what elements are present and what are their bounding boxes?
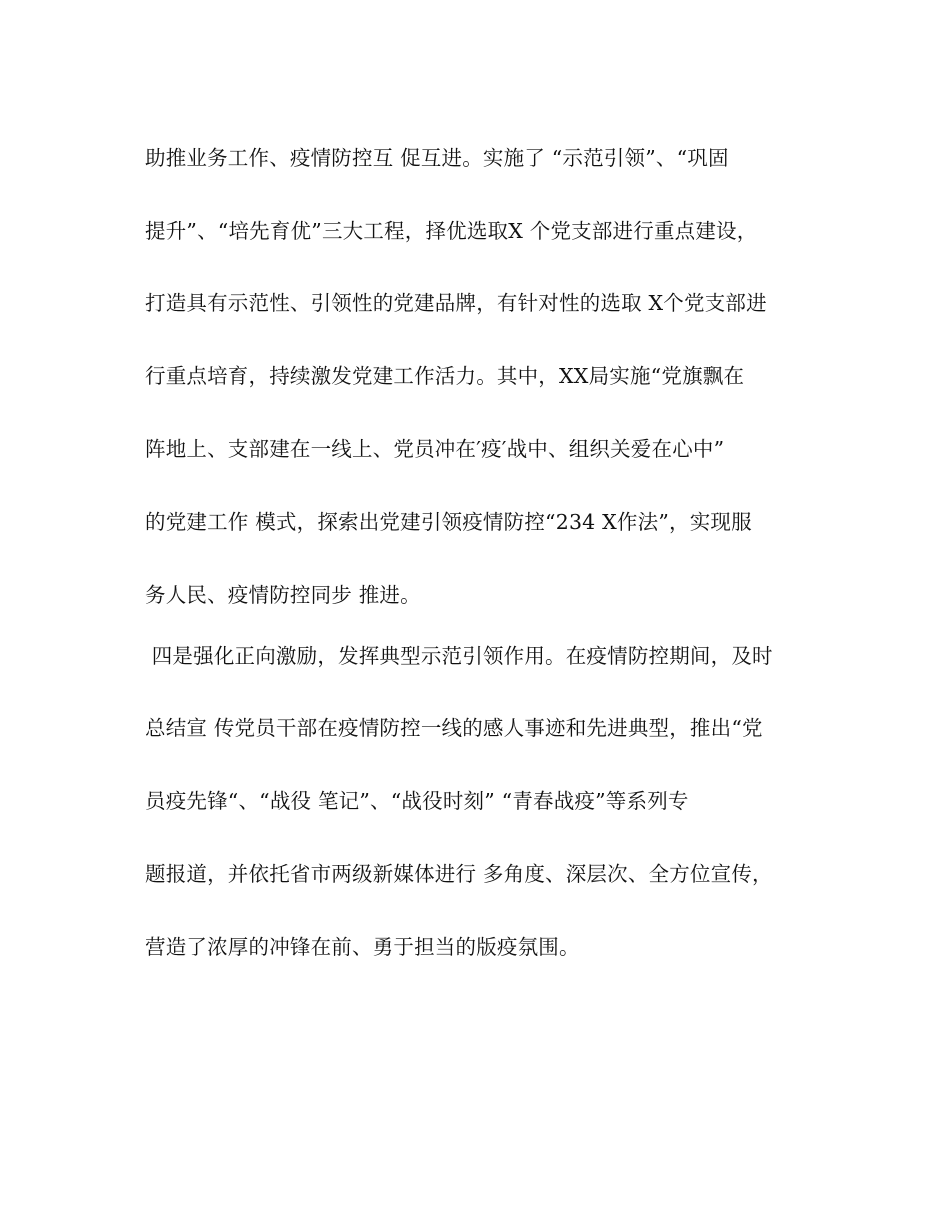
text-line: 行重点培育，持续激发党建工作活力。其中，XX局实施“党旗飘在 — [145, 364, 745, 388]
text-line: 阵地上、支部建在一线上、党员冲在′疫′战中、组织关爱在心中” — [145, 437, 725, 461]
text-line: 助推业务工作、疫情防控互 促互进。实施了 “示范引领”、“巩固 — [145, 146, 729, 170]
text-line: 员疫先锋“、“战役 笔记”、“战役时刻” “青春战疫”等系列专 — [145, 789, 689, 813]
text-line: 的党建工作 模式，探索出党建引领疫情防控“234 X作法”，实现服 — [145, 510, 752, 534]
text-line: 营造了浓厚的冲锋在前、勇于担当的版疫氛围。 — [145, 935, 580, 959]
text-line: 四是强化正向激励，发挥典型示范引领作用。在疫情防控期间，及时 — [145, 644, 773, 668]
text-line: 务人民、疫情防控同步 推进。 — [145, 583, 421, 607]
text-line: 题报道，并依托省市两级新媒体进行 多角度、深层次、全方位宣传， — [145, 862, 773, 886]
text-line: 打造具有示范性、引领性的党建品牌，有针对性的选取 X个党支部进 — [145, 291, 767, 315]
text-line: 总结宣 传党员干部在疫情防控一线的感人事迹和先进典型，推出“党 — [145, 716, 763, 740]
text-line: 提升”、“培先育优”三大工程，择优选取X 个党支部进行重点建设， — [145, 219, 758, 243]
